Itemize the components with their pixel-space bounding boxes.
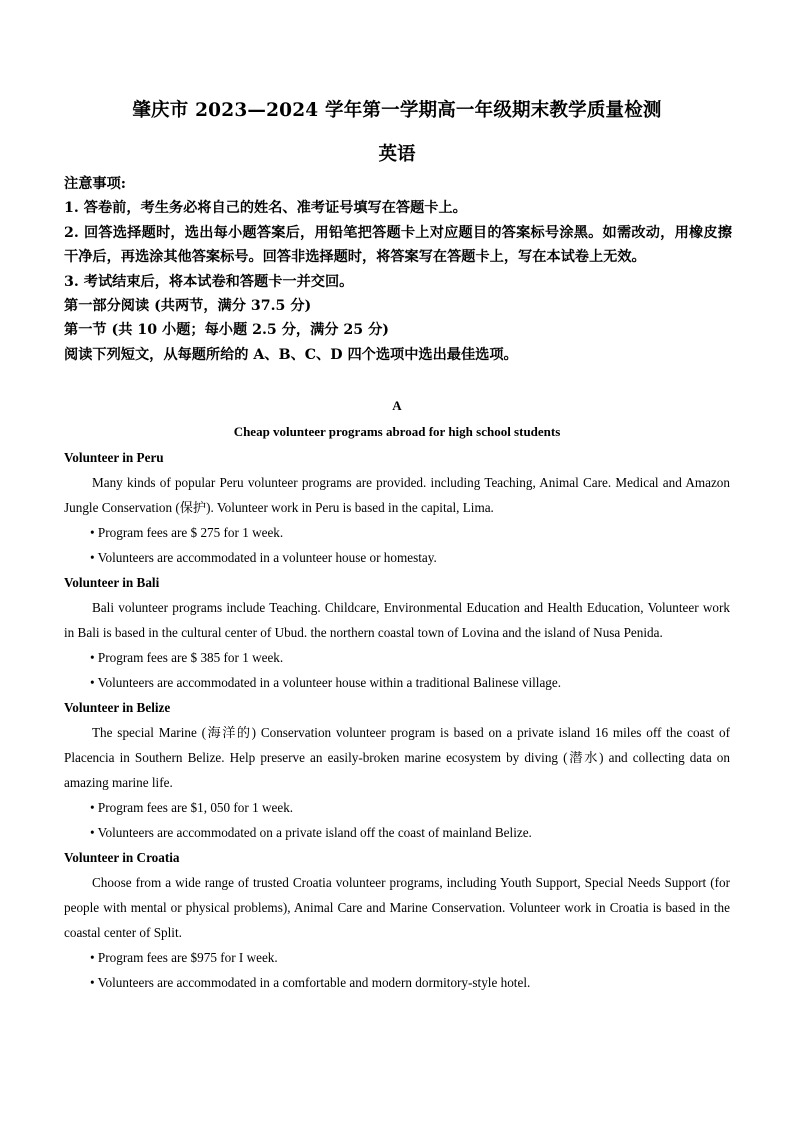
instruction-item-1: 1. 答卷前，考生务必将自己的姓名、准考证号填写在答题卡上。: [64, 200, 467, 217]
section-croatia: [64, 845, 730, 995]
accommodation-bullet: • Volunteers are accommodated on a private island off the coast of mainland Belize.: [90, 825, 532, 840]
instructions-block: [64, 172, 732, 367]
section-belize: [64, 695, 730, 845]
exam-subject: 英语: [378, 144, 416, 165]
section-heading: 第一节 (共 10 小题；每小题 2.5 分，满分 25 分): [64, 322, 389, 339]
section-paragraph: The special Marine (海洋的) Conservation volunteer program is based on a private island 16 miles off the coast of Placencia in Southern Belize. Help preserve an easily-broken marine ecosystem by diving (潜水) and collecting data on amazing marine life.: [64, 725, 730, 790]
section-paragraph: Bali volunteer programs include Teaching. Childcare, Environmental Education and Health Education, Volunteer work in Bali is based in the cultural center of Ubud. the northern coastal town of Lovina and the island of Nusa Penida.: [64, 600, 730, 640]
accommodation-bullet: • Volunteers are accommodated in a volunteer house within a traditional Balinese village.: [90, 675, 562, 690]
instruction-item-2: 2. 回答选择题时，选出每小题答案后，用铅笔把答题卡上对应题目的答案标号涂黑。如需改动，用橡皮擦干净后，再选涂其他答案标号。回答非选择题时，将答案写在答题卡上，写在本试卷上无效。: [64, 224, 732, 266]
section-heading: Volunteer in Bali: [64, 575, 160, 590]
exam-title: 肇庆市 2023—2024 学年第一学期高一年级期末教学质量检测: [132, 100, 662, 121]
instruction-item-3: 3. 考试结束后，将本试卷和答题卡一并交回。: [64, 273, 354, 290]
fee-bullet: • Program fees are $ 385 for 1 week.: [90, 650, 284, 665]
fee-bullet: • Program fees are $1, 050 for 1 week.: [90, 800, 294, 815]
section-bali: [64, 570, 730, 695]
fee-bullet: • Program fees are $975 for I week.: [90, 950, 278, 965]
section-heading: Volunteer in Belize: [64, 700, 171, 715]
section-peru: [64, 445, 730, 570]
passage-title: Cheap volunteer programs abroad for high school students: [233, 424, 561, 439]
section-heading: Volunteer in Croatia: [64, 850, 180, 865]
section-heading: Volunteer in Peru: [64, 450, 164, 465]
passage-body: [64, 445, 730, 995]
reading-directions: 阅读下列短文，从每题所给的 A、B、C、D 四个选项中选出最佳选项。: [64, 346, 518, 363]
part-heading: 第一部分阅读 (共两节，满分 37.5 分): [64, 298, 312, 315]
instructions-heading: 注意事项:: [64, 176, 126, 192]
accommodation-bullet: • Volunteers are accommodated in a comfortable and modern dormitory-style hotel.: [90, 975, 531, 990]
section-paragraph: Many kinds of popular Peru volunteer programs are provided. including Teaching, Animal Care. Medical and Amazon Jungle Conservation (保护). Volunteer work in Peru is based in the capital, Lima.: [64, 475, 730, 515]
passage-label: A: [392, 398, 402, 413]
section-paragraph: Choose from a wide range of trusted Croatia volunteer programs, including Youth Support, Special Needs Support (for people with mental or physical problems), Animal Care and Marine Conservation. Volunteer work in Croatia is based in the coastal center of Split.: [64, 875, 730, 940]
fee-bullet: • Program fees are $ 275 for 1 week.: [90, 525, 284, 540]
accommodation-bullet: • Volunteers are accommodated in a volunteer house or homestay.: [90, 550, 437, 565]
